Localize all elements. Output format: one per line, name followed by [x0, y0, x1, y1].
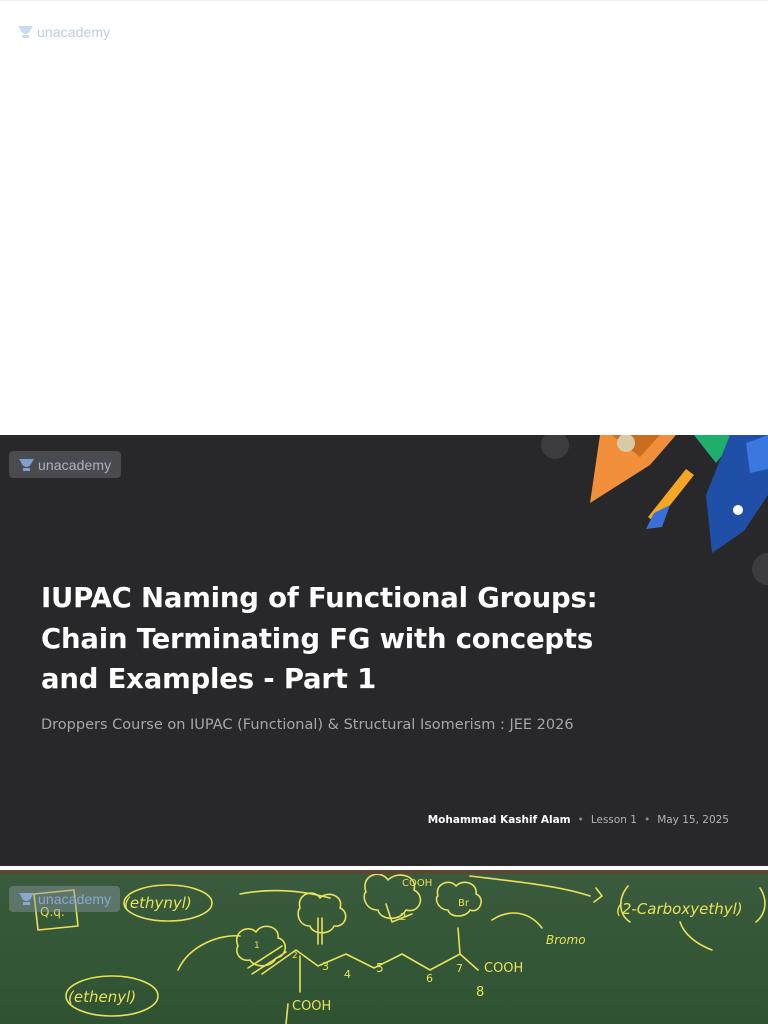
chalk-number: 8 [476, 985, 485, 1000]
brand-name: unacademy [38, 456, 112, 473]
top-slide [0, 0, 768, 435]
chalk-text-box-label: Q.q. [40, 905, 65, 919]
brand-badge [9, 451, 121, 478]
chalk-text-ethenyl: (ethenyl) [68, 988, 137, 1006]
unacademy-logo-icon [17, 25, 34, 39]
chalk-number: 1 [254, 941, 260, 951]
brand-name: unacademy [37, 24, 111, 40]
course-name: Droppers Course on IUPAC (Functional) & Structural Isomerism : JEE 2026 [41, 717, 574, 733]
chalk-number: 2 [292, 951, 298, 961]
chalk-text-bromo: Bromo [546, 933, 586, 947]
chalk-number: 3 [322, 960, 329, 973]
lesson-title-line: Chain Terminating FG with concepts [41, 622, 594, 655]
chalk-number: 4 [344, 968, 351, 981]
lesson-meta [428, 814, 729, 826]
lesson-title [41, 578, 681, 700]
decorative-pencils-illustration [538, 435, 768, 570]
chalk-text-br: Br [458, 898, 469, 909]
chalk-text-ethynyl: (ethynyl) [124, 894, 192, 912]
meta-separator: • [643, 814, 651, 826]
brand-logo [17, 24, 110, 40]
lesson-title-slide [0, 435, 768, 867]
lesson-title-line: IUPAC Naming of Functional Groups: [41, 582, 598, 614]
meta-separator: • [577, 814, 584, 826]
chalk-number: 6 [426, 972, 433, 985]
unacademy-logo-icon [18, 892, 35, 906]
brand-badge [9, 886, 120, 912]
author-name: Mohammad Kashif Alam [427, 814, 571, 826]
unacademy-logo-icon [18, 458, 35, 472]
brand-name: unacademy [38, 891, 112, 907]
chalk-text-cooh-top: COOH [402, 878, 433, 889]
chalk-number: 2 [400, 912, 407, 923]
chalk-text-carboxyethyl: (2-Carboxyethyl) [616, 900, 743, 918]
lesson-date: May 15, 2025 [657, 814, 729, 826]
chalk-number: 7 [456, 962, 463, 975]
chalk-text-cooh-bottom: COOH [292, 999, 332, 1014]
lesson-number: Lesson 1 [590, 814, 637, 826]
lesson-title-line: and Examples - Part 1 [41, 663, 377, 695]
chalk-text-cooh-right: COOH [484, 961, 524, 976]
chalkboard [0, 870, 768, 1024]
chalk-number: 5 [376, 961, 384, 975]
